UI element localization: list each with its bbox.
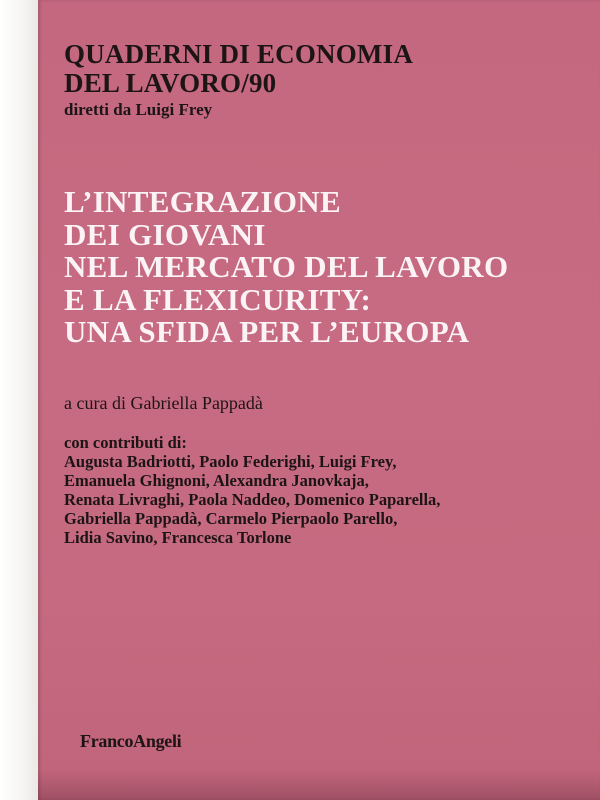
page-edge-strip [0, 0, 40, 800]
series-title-line: QUADERNI DI ECONOMIA [64, 39, 414, 69]
contributors-heading: con contributi di: [64, 433, 187, 452]
publisher-logo: FrancoAngeli [80, 731, 182, 751]
series-title [64, 40, 413, 98]
book-title [64, 186, 508, 349]
book-title-line: DEI GIOVANI [64, 216, 266, 252]
cover-bottom-shadow [38, 770, 600, 800]
book-title-line: NEL MERCATO DEL LAVORO [64, 249, 509, 284]
contributors-line: Lidia Savino, Francesca Torlone [64, 528, 292, 547]
contributors-line: Renata Livraghi, Paola Naddeo, Domenico Paparella, [64, 490, 441, 509]
book-title-line: UNA SFIDA PER L’EUROPA [64, 314, 470, 349]
series-title-line: DEL LAVORO/90 [64, 68, 277, 98]
contributors-line: Augusta Badriotti, Paolo Federighi, Luigi Frey, [64, 452, 397, 471]
contributors-line: Emanuela Ghignoni, Alexandra Janovkaja, [64, 471, 369, 490]
book-title-line: L’INTEGRAZIONE [64, 184, 341, 219]
volume-editor: a cura di Gabriella Pappadà [64, 393, 263, 413]
series-editor: diretti da Luigi Frey [64, 100, 213, 119]
contributors-block [64, 433, 440, 547]
book-title-line: E LA FLEXICURITY: [64, 281, 372, 317]
contributors-line: Gabriella Pappadà, Carmelo Pierpaolo Parello, [64, 509, 398, 528]
